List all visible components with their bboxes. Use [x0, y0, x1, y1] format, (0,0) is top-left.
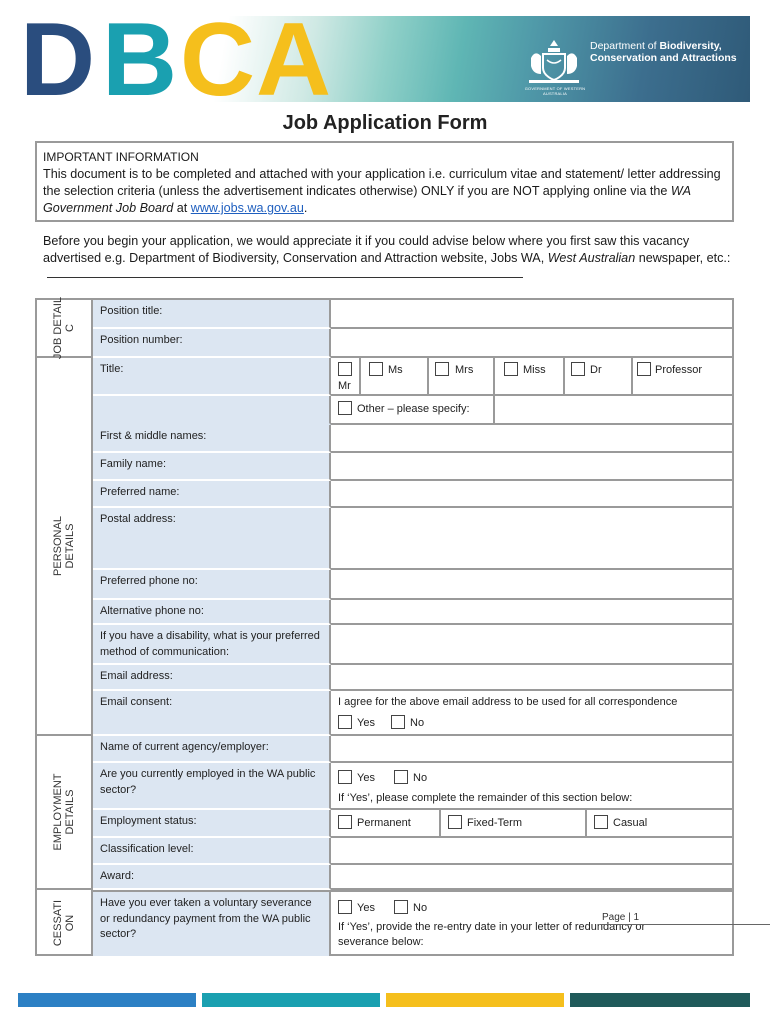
email-consent-cell — [331, 691, 734, 736]
row-family-name — [93, 453, 734, 481]
dept-bold: Biodiversity, — [659, 40, 722, 52]
dept-prefix: Department of — [590, 40, 660, 52]
important-heading: IMPORTANT INFORMATION — [43, 150, 199, 164]
section-cessation — [37, 890, 91, 956]
email-consent-no-checkbox[interactable] — [391, 715, 405, 729]
family-name-field[interactable] — [331, 453, 734, 481]
wa-public-no-checkbox[interactable] — [394, 770, 408, 784]
position-number-field[interactable] — [331, 329, 734, 358]
important-text-end: . — [303, 201, 308, 215]
family-name-label: Family name: — [93, 453, 331, 481]
page-title: Job Application Form — [282, 112, 488, 134]
severance-yes-checkbox[interactable] — [338, 900, 352, 914]
position-title-label: Position title: — [93, 300, 331, 329]
intro-main: Before you begin your application, we would appreciate it if you could advise below where you first saw this vacancy advertised e.g. Department of Biodiversity, Conservation and Attraction website, Jobs WA, — [43, 234, 690, 265]
row-wa-public — [93, 763, 734, 810]
classification-field[interactable] — [331, 838, 734, 865]
preferred-phone-label: Preferred phone no: — [93, 570, 331, 600]
important-text — [43, 166, 726, 217]
section-personal-details — [37, 358, 91, 736]
title-option-mrs[interactable] — [429, 358, 495, 394]
alt-phone-label: Alternative phone no: — [93, 600, 331, 625]
row-preferred-phone — [93, 570, 734, 600]
postal-address-label: Postal address: — [93, 508, 331, 570]
checkbox-professor[interactable] — [637, 362, 651, 376]
email-consent-label: Email consent: — [93, 691, 331, 736]
preferred-name-field[interactable] — [331, 481, 734, 508]
title-option-ms[interactable] — [361, 358, 429, 394]
disability-field[interactable] — [331, 625, 734, 665]
status-option-fixed-term[interactable] — [441, 810, 587, 836]
wa-public-yes-label: Yes — [357, 772, 375, 784]
current-agency-field[interactable] — [331, 736, 734, 763]
vacancy-source-input[interactable] — [47, 268, 523, 278]
row-alt-phone — [93, 600, 734, 625]
footer-color-bars — [18, 993, 750, 1007]
section-cessation-label: CESSATI ON — [52, 899, 76, 947]
current-agency-label: Name of current agency/employer: — [93, 736, 331, 763]
option-ms-label: Ms — [388, 364, 403, 376]
casual-label: Casual — [613, 817, 648, 829]
email-consent-no-label: No — [410, 717, 425, 729]
email-field[interactable] — [331, 665, 734, 691]
wa-public-no-label: No — [413, 772, 428, 784]
section-employment-details — [37, 736, 91, 890]
title-options — [331, 358, 734, 396]
option-dr-label: Dr — [590, 364, 602, 376]
row-first-middle — [93, 425, 734, 453]
row-current-agency — [93, 736, 734, 763]
award-field[interactable] — [331, 865, 734, 890]
department-name — [590, 40, 737, 64]
row-employment-status — [93, 810, 734, 838]
row-email-consent — [93, 691, 734, 736]
checkbox-fixed-term[interactable] — [448, 815, 462, 829]
checkbox-miss[interactable] — [504, 362, 518, 376]
title-label-continued — [93, 396, 331, 425]
other-specify-field[interactable] — [495, 396, 734, 423]
position-title-field[interactable] — [331, 300, 734, 329]
severance-note: If ‘Yes’, provide the re-entry date in your letter of redundancy or severance below: — [338, 921, 646, 948]
status-option-permanent[interactable] — [331, 810, 441, 836]
option-mr-label: Mr — [338, 380, 351, 392]
row-email — [93, 665, 734, 691]
row-postal-address — [93, 508, 734, 570]
wa-public-cell — [331, 763, 734, 810]
wa-crest-icon — [525, 36, 583, 86]
email-label: Email address: — [93, 665, 331, 691]
first-middle-field[interactable] — [331, 425, 734, 453]
job-board-name: WA Government Job Board — [43, 184, 691, 215]
award-label: Award: — [93, 865, 331, 890]
intro-text — [43, 233, 733, 283]
status-option-casual[interactable] — [587, 810, 734, 836]
title-option-miss[interactable] — [495, 358, 565, 394]
wa-public-yes-checkbox[interactable] — [338, 770, 352, 784]
option-mrs-label: Mrs — [455, 364, 474, 376]
title-option-dr[interactable] — [565, 358, 633, 394]
section-employment-label: EMPLOYMENT DETAILS — [52, 773, 76, 851]
row-award — [93, 865, 734, 890]
severance-no-checkbox[interactable] — [394, 900, 408, 914]
logo-letter-c: C — [180, 16, 252, 102]
severance-yes-label: Yes — [357, 902, 375, 914]
header-banner — [20, 16, 750, 102]
footer-bar-yellow — [386, 993, 564, 1007]
option-other-label: Other – please specify: — [357, 403, 470, 415]
logo-letter-d: D — [20, 16, 92, 102]
section-job-details — [37, 296, 91, 360]
logo-letter-a: A — [256, 16, 328, 102]
checkbox-mrs[interactable] — [435, 362, 449, 376]
section-personal-label: PERSONAL DETAILS — [52, 516, 76, 576]
title-option-professor[interactable] — [633, 358, 734, 394]
checkbox-mr[interactable] — [338, 362, 352, 376]
section-job-label: JOB DETAIL C — [52, 296, 76, 360]
alt-phone-field[interactable] — [331, 600, 734, 625]
title-option-other[interactable] — [331, 396, 495, 423]
severance-no-label: No — [413, 902, 428, 914]
employment-status-options — [331, 810, 734, 838]
title-option-mr[interactable] — [331, 358, 361, 394]
row-title — [93, 358, 734, 396]
option-miss-label: Miss — [523, 364, 546, 376]
row-position-title — [93, 300, 734, 329]
row-classification — [93, 838, 734, 865]
classification-label: Classification level: — [93, 838, 331, 865]
permanent-label: Permanent — [357, 817, 411, 829]
email-consent-yes-label: Yes — [357, 717, 375, 729]
checkbox-permanent[interactable] — [338, 815, 352, 829]
important-text-main: This document is to be completed and attached with your application i.e. curriculum vitae and statement/ letter addressing the selection criteria (unless the advertisement indicates otherwise) ONLY if you are NOT applying online via the — [43, 167, 721, 198]
preferred-phone-field[interactable] — [331, 570, 734, 600]
dbca-logo — [20, 16, 360, 102]
preferred-name-label: Preferred name: — [93, 481, 331, 508]
title-other — [331, 396, 734, 425]
position-number-label: Position number: — [93, 329, 331, 358]
row-disability — [93, 625, 734, 665]
row-preferred-name — [93, 481, 734, 508]
crest-caption: GOVERNMENT OF WESTERN AUSTRALIA — [524, 86, 586, 96]
row-title-other — [93, 396, 734, 425]
first-middle-label: First & middle names: — [93, 425, 331, 453]
severance-label: Have you ever taken a voluntary severance or redundancy payment from the WA public sector? — [93, 892, 331, 956]
fixed-term-label: Fixed-Term — [467, 817, 523, 829]
wa-public-label: Are you currently employed in the WA public sector? — [93, 763, 331, 810]
page-number: Page | 1 — [602, 912, 770, 925]
postal-address-field[interactable] — [331, 508, 734, 570]
checkbox-dr[interactable] — [571, 362, 585, 376]
footer-bar-teal — [202, 993, 380, 1007]
row-position-number — [93, 329, 734, 358]
important-info-box — [35, 141, 734, 222]
checkbox-other[interactable] — [338, 401, 352, 415]
employment-status-label: Employment status: — [93, 810, 331, 838]
application-form-table — [35, 298, 734, 956]
checkbox-ms[interactable] — [369, 362, 383, 376]
email-consent-text: I agree for the above email address to be used for all correspondence — [338, 696, 678, 708]
footer-bar-dark-teal — [570, 993, 750, 1007]
email-consent-yes-checkbox[interactable] — [338, 715, 352, 729]
title-label: Title: — [93, 358, 331, 396]
footer-bar-blue — [18, 993, 196, 1007]
checkbox-casual[interactable] — [594, 815, 608, 829]
option-professor-label: Professor — [655, 364, 703, 376]
intro-italic: West Australian — [547, 250, 636, 265]
wa-public-note: If ‘Yes’, please complete the remainder of this section below: — [338, 792, 633, 804]
important-text-at: at — [173, 201, 191, 215]
logo-letter-b: B — [102, 16, 174, 102]
dept-line2: Conservation and Attractions — [590, 52, 737, 64]
disability-label: If you have a disability, what is your preferred method of communication: — [93, 625, 331, 665]
intro-end: newspaper, etc.: — [635, 250, 731, 265]
jobs-wa-link[interactable]: www.jobs.wa.gov.au — [190, 201, 304, 215]
